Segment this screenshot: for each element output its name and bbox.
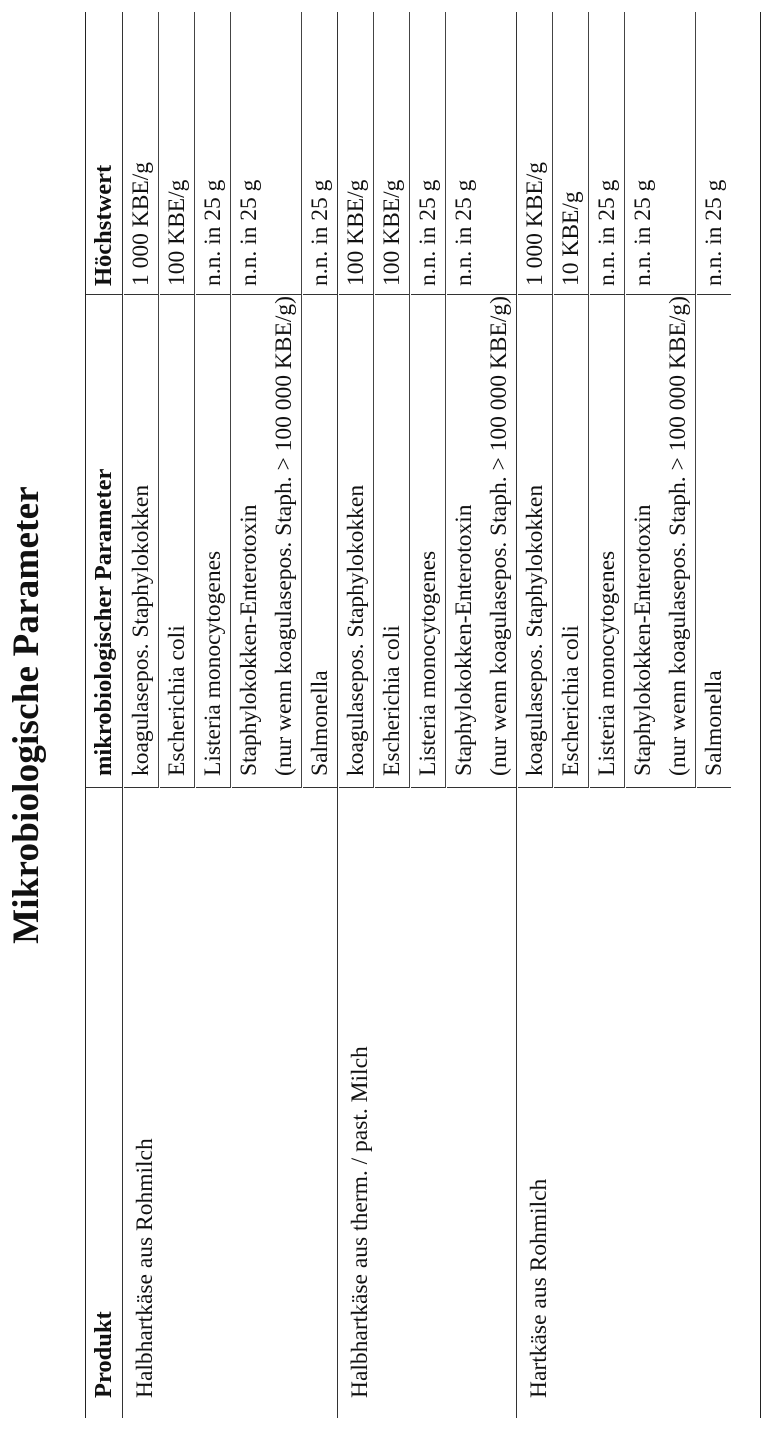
row-divider [695,12,696,788]
parameter-cell [697,295,731,788]
parameter-line: Staphylokokken-Enterotoxin [236,504,262,776]
hoechstwert-cell: n.n. in 25 g [626,12,695,295]
hoechstwert-cell: n.n. in 25 g [697,12,731,295]
row-divider [445,12,446,788]
parameter-line: Listeria monocytogenes [415,550,441,776]
row-divider [194,12,195,788]
hoechstwert-cell: 10 KBE/g [554,12,588,295]
group-divider [337,12,338,1418]
parameter-line: (nur wenn koagulasepos. Staph. > 100 000 KBE/g) [271,296,297,776]
parameter-cell [447,295,516,788]
parameter-line: Escherichia coli [379,625,405,776]
row-divider [230,12,231,788]
hoechstwert-cell: 100 KBE/g [160,12,194,295]
hoechstwert-cell: 100 KBE/g [375,12,409,295]
hoechstwert-cell: n.n. in 25 g [303,12,337,295]
row-divider [373,12,374,788]
hoechstwert-cell: n.n. in 25 g [447,12,516,295]
parameter-cell [124,295,158,788]
parameter-line: koagulasepos. Staphylokokken [343,484,369,776]
row-divider [158,12,159,788]
parameter-cell [303,295,337,788]
header-parameter: mikrobiologischer Parameter [86,295,122,788]
produkt-cell: Hartkäse aus Rohmilch [526,1178,552,1398]
hoechstwert-cell: 100 KBE/g [339,12,373,295]
hoechstwert-cell: 1 000 KBE/g [518,12,552,295]
header-produkt: Produkt [90,1311,117,1398]
row-divider [588,12,589,788]
parameter-line: Listeria monocytogenes [200,550,226,776]
parameter-cell [339,295,373,788]
parameter-line: Listeria monocytogenes [594,550,620,776]
parameter-line: Escherichia coli [164,625,190,776]
hoechstwert-cell: n.n. in 25 g [232,12,301,295]
parameter-line: Salmonella [307,670,333,776]
parameter-line: Escherichia coli [558,625,584,776]
parameter-cell [196,295,230,788]
parameter-cell [232,295,301,788]
parameter-cell [375,295,409,788]
hoechstwert-cell: n.n. in 25 g [196,12,230,295]
row-divider [301,12,302,788]
parameter-line: koagulasepos. Staphylokokken [128,484,154,776]
parameter-cell [160,295,194,788]
parameter-cell [518,295,552,788]
produkt-cell: Halbhartkäse aus Rohmilch [132,1138,158,1398]
parameter-line: Staphylokokken-Enterotoxin [451,504,477,776]
parameter-line: Staphylokokken-Enterotoxin [630,504,656,776]
parameter-cell [626,295,695,788]
header-divider [122,12,123,1418]
page-title: Mikrobiologische Parameter [6,486,47,944]
header-hoechstwert: Höchstwert [86,12,122,295]
parameter-line: Salmonella [701,670,727,776]
row-divider [624,12,625,788]
row-divider [552,12,553,788]
hoechstwert-cell: n.n. in 25 g [590,12,624,295]
parameter-cell [590,295,624,788]
produkt-cell: Halbhartkäse aus therm. / past. Milch [347,1046,373,1398]
parameter-line: koagulasepos. Staphylokokken [522,484,548,776]
group-divider [516,12,517,1418]
hoechstwert-cell: n.n. in 25 g [411,12,445,295]
parameter-cell [411,295,445,788]
parameter-table [85,12,761,1418]
parameter-line: (nur wenn koagulasepos. Staph. > 100 000 KBE/g) [486,296,512,776]
parameter-line: (nur wenn koagulasepos. Staph. > 100 000 KBE/g) [665,296,691,776]
hoechstwert-cell: 1 000 KBE/g [124,12,158,295]
parameter-cell [554,295,588,788]
row-divider [409,12,410,788]
